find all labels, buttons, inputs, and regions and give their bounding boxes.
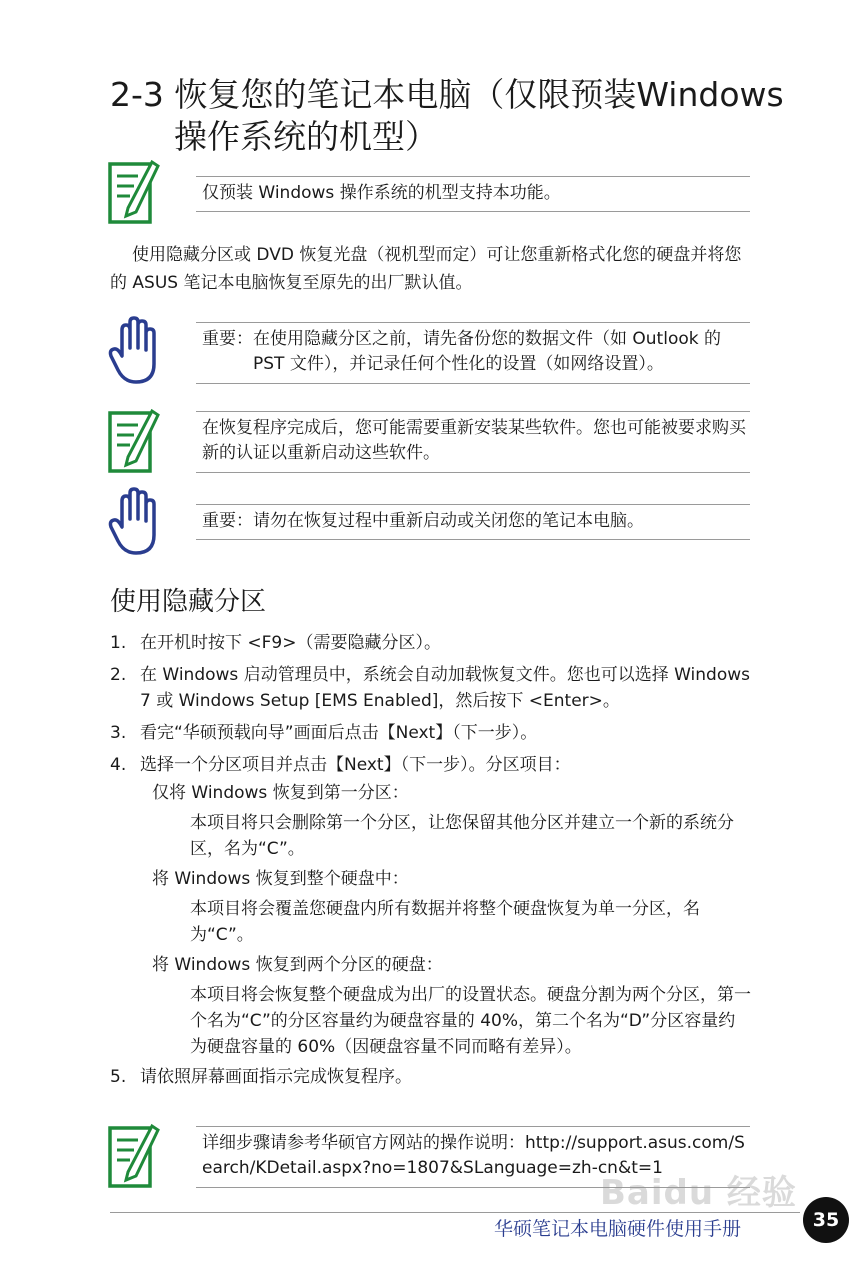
step-text: 看完“华硕预载向导”画面后点击【Next】（下一步）。 [140, 723, 538, 743]
page-title-line1: 2-3 恢复您的笔记本电脑（仅限预装Windows [110, 75, 784, 114]
intro-paragraph: 使用隐藏分区或 DVD 恢复光盘（视机型而定）可让您重新格式化您的硬盘并将您的 ASUS 笔记本电脑恢复至原先的出厂默认值。 [110, 245, 742, 293]
list-item [110, 1064, 752, 1090]
important-row-1 [202, 327, 750, 352]
list-item [110, 720, 752, 746]
step-number: 3. [110, 723, 127, 743]
option-title: 将 Windows 恢复到整个硬盘中： [152, 869, 409, 889]
note-box-2 [196, 411, 750, 473]
hand-stop-icon [108, 316, 160, 382]
step-number: 1. [110, 633, 127, 653]
option-title: 将 Windows 恢复到两个分区的硬盘： [152, 955, 443, 975]
steps-list [110, 630, 752, 1096]
step-text: 请依照屏幕画面指示完成恢复程序。 [140, 1067, 412, 1087]
step-text: 在开机时按下 <F9>（需要隐藏分区）。 [140, 633, 441, 653]
list-item [110, 662, 752, 714]
step-text: 选择一个分区项目并点击【Next】（下一步）。分区项目： [140, 755, 571, 775]
option-description: 本项目将只会删除第一个分区，让您保留其他分区并建立一个新的系统分区，名为“C”。 [190, 813, 734, 859]
important-text: 重要：请勿在恢复过程中重新启动或关闭您的笔记本电脑。 [202, 511, 644, 531]
list-item [110, 752, 752, 778]
note-text: 详细步骤请参考华硕官方网站的操作说明：http://support.asus.com/Search/KDetail.aspx?no=1807&SLanguage=zh-cn&t=1 [202, 1133, 745, 1178]
watermark: Baidu 经验 [600, 1173, 797, 1213]
step-text: 在 Windows 启动管理员中，系统会自动加载恢复文件。您也可以选择 Windows 7 或 Windows Setup [EMS Enabled]，然后按下 <Enter>。 [140, 665, 750, 711]
page-number: 35 [803, 1197, 849, 1243]
important-text-line2: PST 文件），并记录任何个性化的设置（如网络设置）。 [253, 354, 664, 374]
hand-stop-icon [108, 487, 160, 553]
important-box-2 [196, 504, 750, 540]
section-heading: 使用隐藏分区 [110, 587, 267, 617]
footer-title: 华硕笔记本电脑硬件使用手册 [494, 1218, 742, 1240]
footer-divider [110, 1212, 800, 1213]
note-text: 在恢复程序完成后，您可能需要重新安装某些软件。您也可能被要求购买新的认证以重新启动这些软件。 [202, 418, 746, 463]
page-title-line2: 操作系统的机型） [174, 117, 438, 156]
note-box-1 [196, 176, 750, 212]
option-title: 仅将 Windows 恢复到第一分区： [152, 783, 409, 803]
note-pencil-icon [108, 158, 160, 224]
important-label: 重要： [202, 329, 253, 349]
option-description: 本项目将会恢复整个硬盘成为出厂的设置状态。硬盘分割为两个分区，第一个名为“C”的分区容量约为硬盘容量的 40%，第二个名为“D”分区容量约为硬盘容量的 60%（因硬盘容量不同而略有差异）。 [190, 985, 751, 1057]
page-title [110, 74, 790, 158]
step-number: 4. [110, 755, 127, 775]
list-item [110, 630, 752, 656]
note-pencil-icon [108, 1122, 160, 1188]
important-box-1 [196, 322, 750, 384]
step-number: 5. [110, 1067, 127, 1087]
note-text: 仅预装 Windows 操作系统的机型支持本功能。 [202, 183, 561, 203]
note-pencil-icon [108, 407, 160, 473]
important-text-line1: 在使用隐藏分区之前，请先备份您的数据文件（如 Outlook 的 [253, 329, 721, 349]
step-number: 2. [110, 665, 127, 685]
option-description: 本项目将会覆盖您硬盘内所有数据并将整个硬盘恢复为单一分区，名为“C”。 [190, 899, 700, 945]
